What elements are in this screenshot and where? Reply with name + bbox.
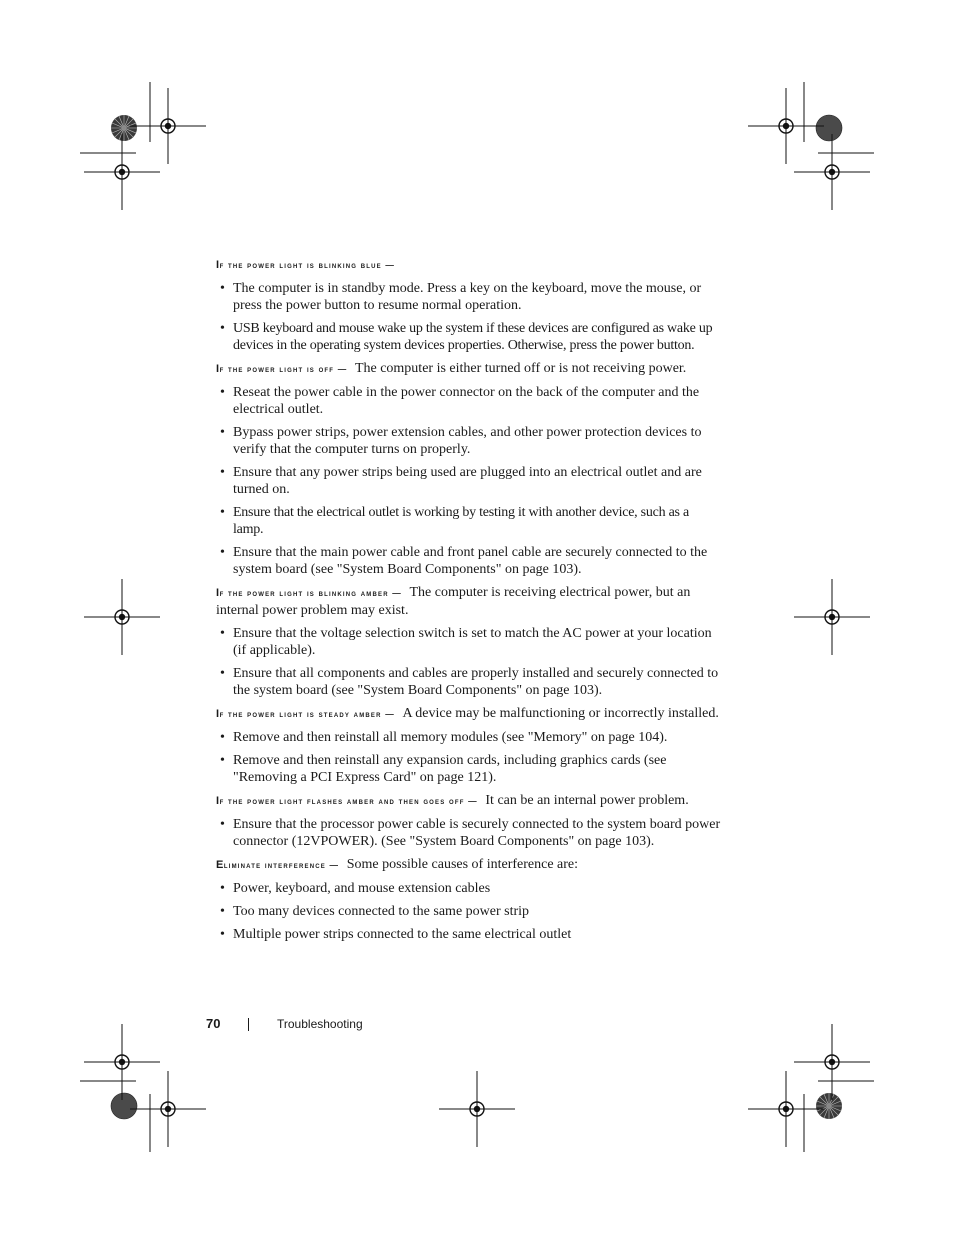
footer-section-title: Troubleshooting: [277, 1017, 363, 1031]
section-heading-paragraph: [216, 856, 722, 874]
list-item: • Bypass power strips, power extension cables, and other power protection devices to verify that the computer turns on properly.: [216, 424, 722, 458]
list-item: • Reseat the power cable in the power connector on the back of the computer and the electrical outlet.: [216, 384, 722, 418]
section-heading-paragraph: [216, 792, 722, 810]
bullet-list: [216, 384, 722, 578]
section-heading-paragraph: [216, 584, 722, 619]
list-item: • USB keyboard and mouse wake up the system if these devices are configured as wake up devices in the operating system devices properties. Otherwise, press the power button.: [216, 320, 722, 354]
bullet-list: [216, 729, 722, 786]
list-item: • Power, keyboard, and mouse extension cables: [216, 880, 722, 897]
list-item: • Remove and then reinstall any expansion cards, including graphics cards (see "Removing a PCI Express Card" on page 121).: [216, 752, 722, 786]
section-heading: Eliminate interference —: [216, 859, 340, 871]
section-power-off: [216, 360, 722, 578]
section-intro: It can be an internal power problem.: [485, 793, 689, 808]
section-eliminate-interference: [216, 856, 722, 943]
section-heading: If the power light is blinking amber —: [216, 587, 402, 599]
bullet-list: [216, 280, 722, 354]
footer-divider: [248, 1018, 249, 1031]
bullet-list: [216, 625, 722, 699]
section-intro: The computer is receiving electrical power, but an internal power problem may exist.: [216, 585, 691, 618]
list-item: • Multiple power strips connected to the same electrical outlet: [216, 926, 722, 943]
list-item: • Ensure that the processor power cable is securely connected to the system board power connector (12VPOWER). (See "System Board Components" on page 103).: [216, 816, 722, 850]
list-item: • Ensure that the main power cable and front panel cable are securely connected to the system board (see "System Board Components" on page 103).: [216, 544, 722, 578]
section-flashes-amber: [216, 792, 722, 850]
list-item: • Remove and then reinstall all memory modules (see "Memory" on page 104).: [216, 729, 722, 746]
list-item: • Ensure that any power strips being used are plugged into an electrical outlet and are turned on.: [216, 464, 722, 498]
page-body: [216, 256, 722, 949]
section-heading: If the power light is blinking blue —: [216, 259, 396, 271]
section-blinking-blue: [216, 256, 722, 354]
bullet-list: [216, 816, 722, 850]
section-heading-paragraph: [216, 360, 722, 378]
page-number: 70: [206, 1016, 221, 1031]
section-intro: Some possible causes of interference are:: [346, 857, 579, 872]
section-intro: The computer is either turned off or is not receiving power.: [354, 361, 687, 376]
section-heading: If the power light is off —: [216, 363, 348, 375]
section-steady-amber: [216, 705, 722, 786]
list-item: • The computer is in standby mode. Press a key on the keyboard, move the mouse, or press the power button to resume normal operation.: [216, 280, 722, 314]
section-heading: If the power light flashes amber and then goes off —: [216, 795, 478, 807]
list-item: • Ensure that the electrical outlet is working by testing it with another device, such as a lamp.: [216, 504, 722, 538]
section-heading-paragraph: [216, 256, 722, 274]
bullet-list: [216, 880, 722, 943]
section-intro: A device may be malfunctioning or incorrectly installed.: [402, 706, 719, 721]
section-heading-paragraph: [216, 705, 722, 723]
list-item: • Too many devices connected to the same power strip: [216, 903, 722, 920]
list-item: • Ensure that the voltage selection switch is set to match the AC power at your location (if applicable).: [216, 625, 722, 659]
section-blinking-amber: [216, 584, 722, 699]
list-item: • Ensure that all components and cables are properly installed and securely connected to the system board (see "System Board Components" on page 103).: [216, 665, 722, 699]
section-heading: If the power light is steady amber —: [216, 708, 395, 720]
